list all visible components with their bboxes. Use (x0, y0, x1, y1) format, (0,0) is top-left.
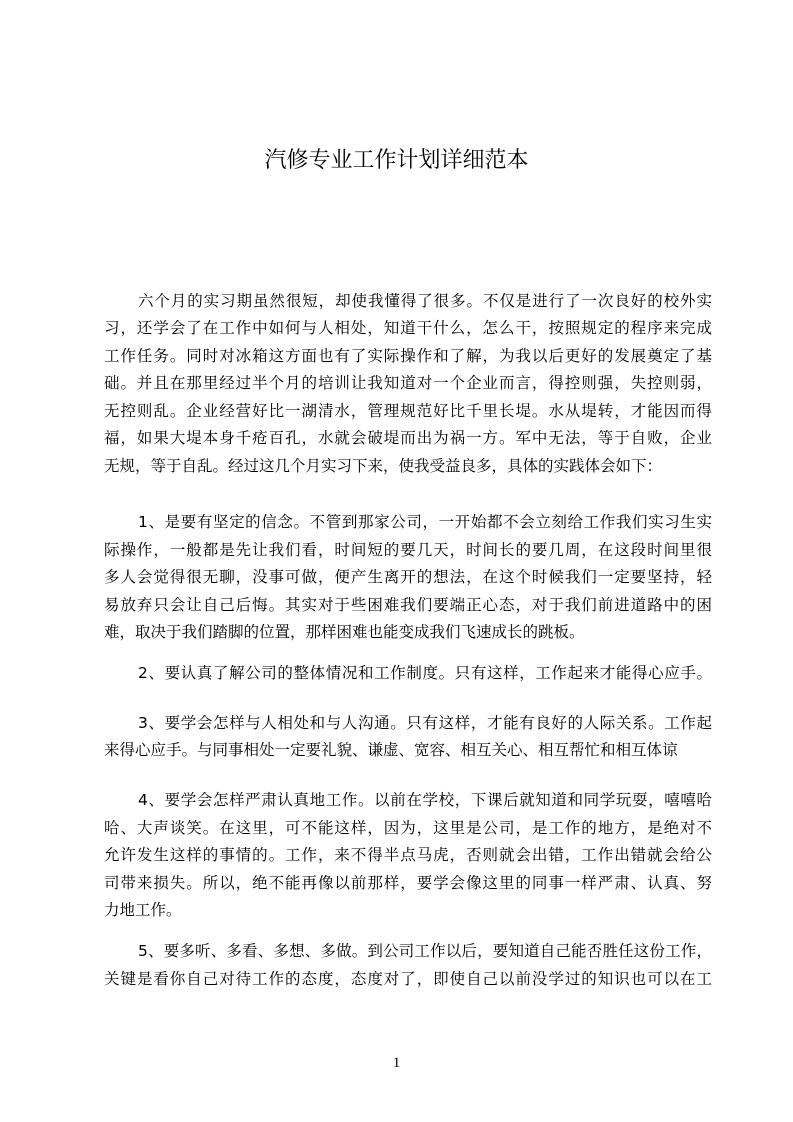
text-line: 工作任务。同时对冰箱这方面也有了实际操作和了解，为我以后更好的发展奠定了基 (104, 347, 712, 365)
text-line: 无规，等于自乱。经过这几个月实习下来，使我受益良多，具体的实践体会如下： (104, 457, 663, 475)
text-line: 六个月的实习期虽然很短，却使我懂得了很多。不仅是进行了一次良好的校外实 (138, 292, 712, 310)
text-line: 关键是看你自己对待工作的态度，态度对了，即使自己以前没学过的知识也可以在工 (104, 970, 712, 988)
text-line: 2、要认真了解公司的整体情况和工作制度。只有这样，工作起来才能得心应手。 (138, 664, 712, 682)
text-line: 无控则乱。企业经营好比一湖清水，管理规范好比千里长堤。水从堤转，才能因而得 (104, 402, 712, 420)
text-line: 允许发生这样的事情的。工作，来不得半点马虎，否则就会出错，工作出错就会给公 (104, 846, 712, 864)
page-number: 1 (392, 1055, 401, 1071)
document-title: 汽修专业工作计划详细范本 (264, 148, 529, 173)
text-line: 3、要学会怎样与人相处和与人沟通。只有这样，才能有良好的人际关系。工作起 (138, 714, 712, 732)
text-line: 1、是要有坚定的信念。不管到那家公司，一开始都不会立刻给工作我们实习生实 (138, 513, 712, 531)
text-line: 难，取决于我们踏脚的位置，那样困难也能变成我们飞速成长的跳板。 (104, 623, 585, 641)
text-line: 多人会觉得很无聊，没事可做，便产生离开的想法，在这个时候我们一定要坚持，轻 (104, 568, 712, 586)
text-line: 哈、大声谈笑。在这里，可不能这样，因为，这里是公司，是工作的地方，是绝对不 (104, 819, 712, 837)
text-line: 司带来损失。所以，绝不能再像以前那样，要学会像这里的同事一样严肃、认真、努 (104, 874, 712, 892)
text-line: 福，如果大堤本身千疮百孔，水就会破堤而出为祸一方。军中无法，等于自败，企业 (104, 429, 712, 447)
text-line: 易放弃只会让自己后悔。其实对于些困难我们要端正心态，对于我们前进道路中的困 (104, 596, 712, 614)
text-line: 4、要学会怎样严肃认真地工作。以前在学校，下课后就知道和同学玩耍，嘻嘻哈 (138, 791, 712, 809)
text-line: 际操作，一般都是先让我们看，时间短的要几天，时间长的要几周，在这段时间里很 (104, 541, 712, 559)
text-line: 础。并且在那里经过半个月的培训让我知道对一个企业而言，得控则强，失控则弱， (104, 374, 712, 392)
text-line: 5、要多听、多看、多想、多做。到公司工作以后，要知道自己能否胜任这份工作， (138, 942, 712, 960)
text-line: 习，还学会了在工作中如何与人相处，知道干什么，怎么干，按照规定的程序来完成 (104, 319, 712, 337)
text-line: 力地工作。 (104, 901, 182, 919)
text-line: 来得心应手。与同事相处一定要礼貌、谦虚、宽容、相互关心、相互帮忙和相互体谅 (104, 741, 678, 759)
